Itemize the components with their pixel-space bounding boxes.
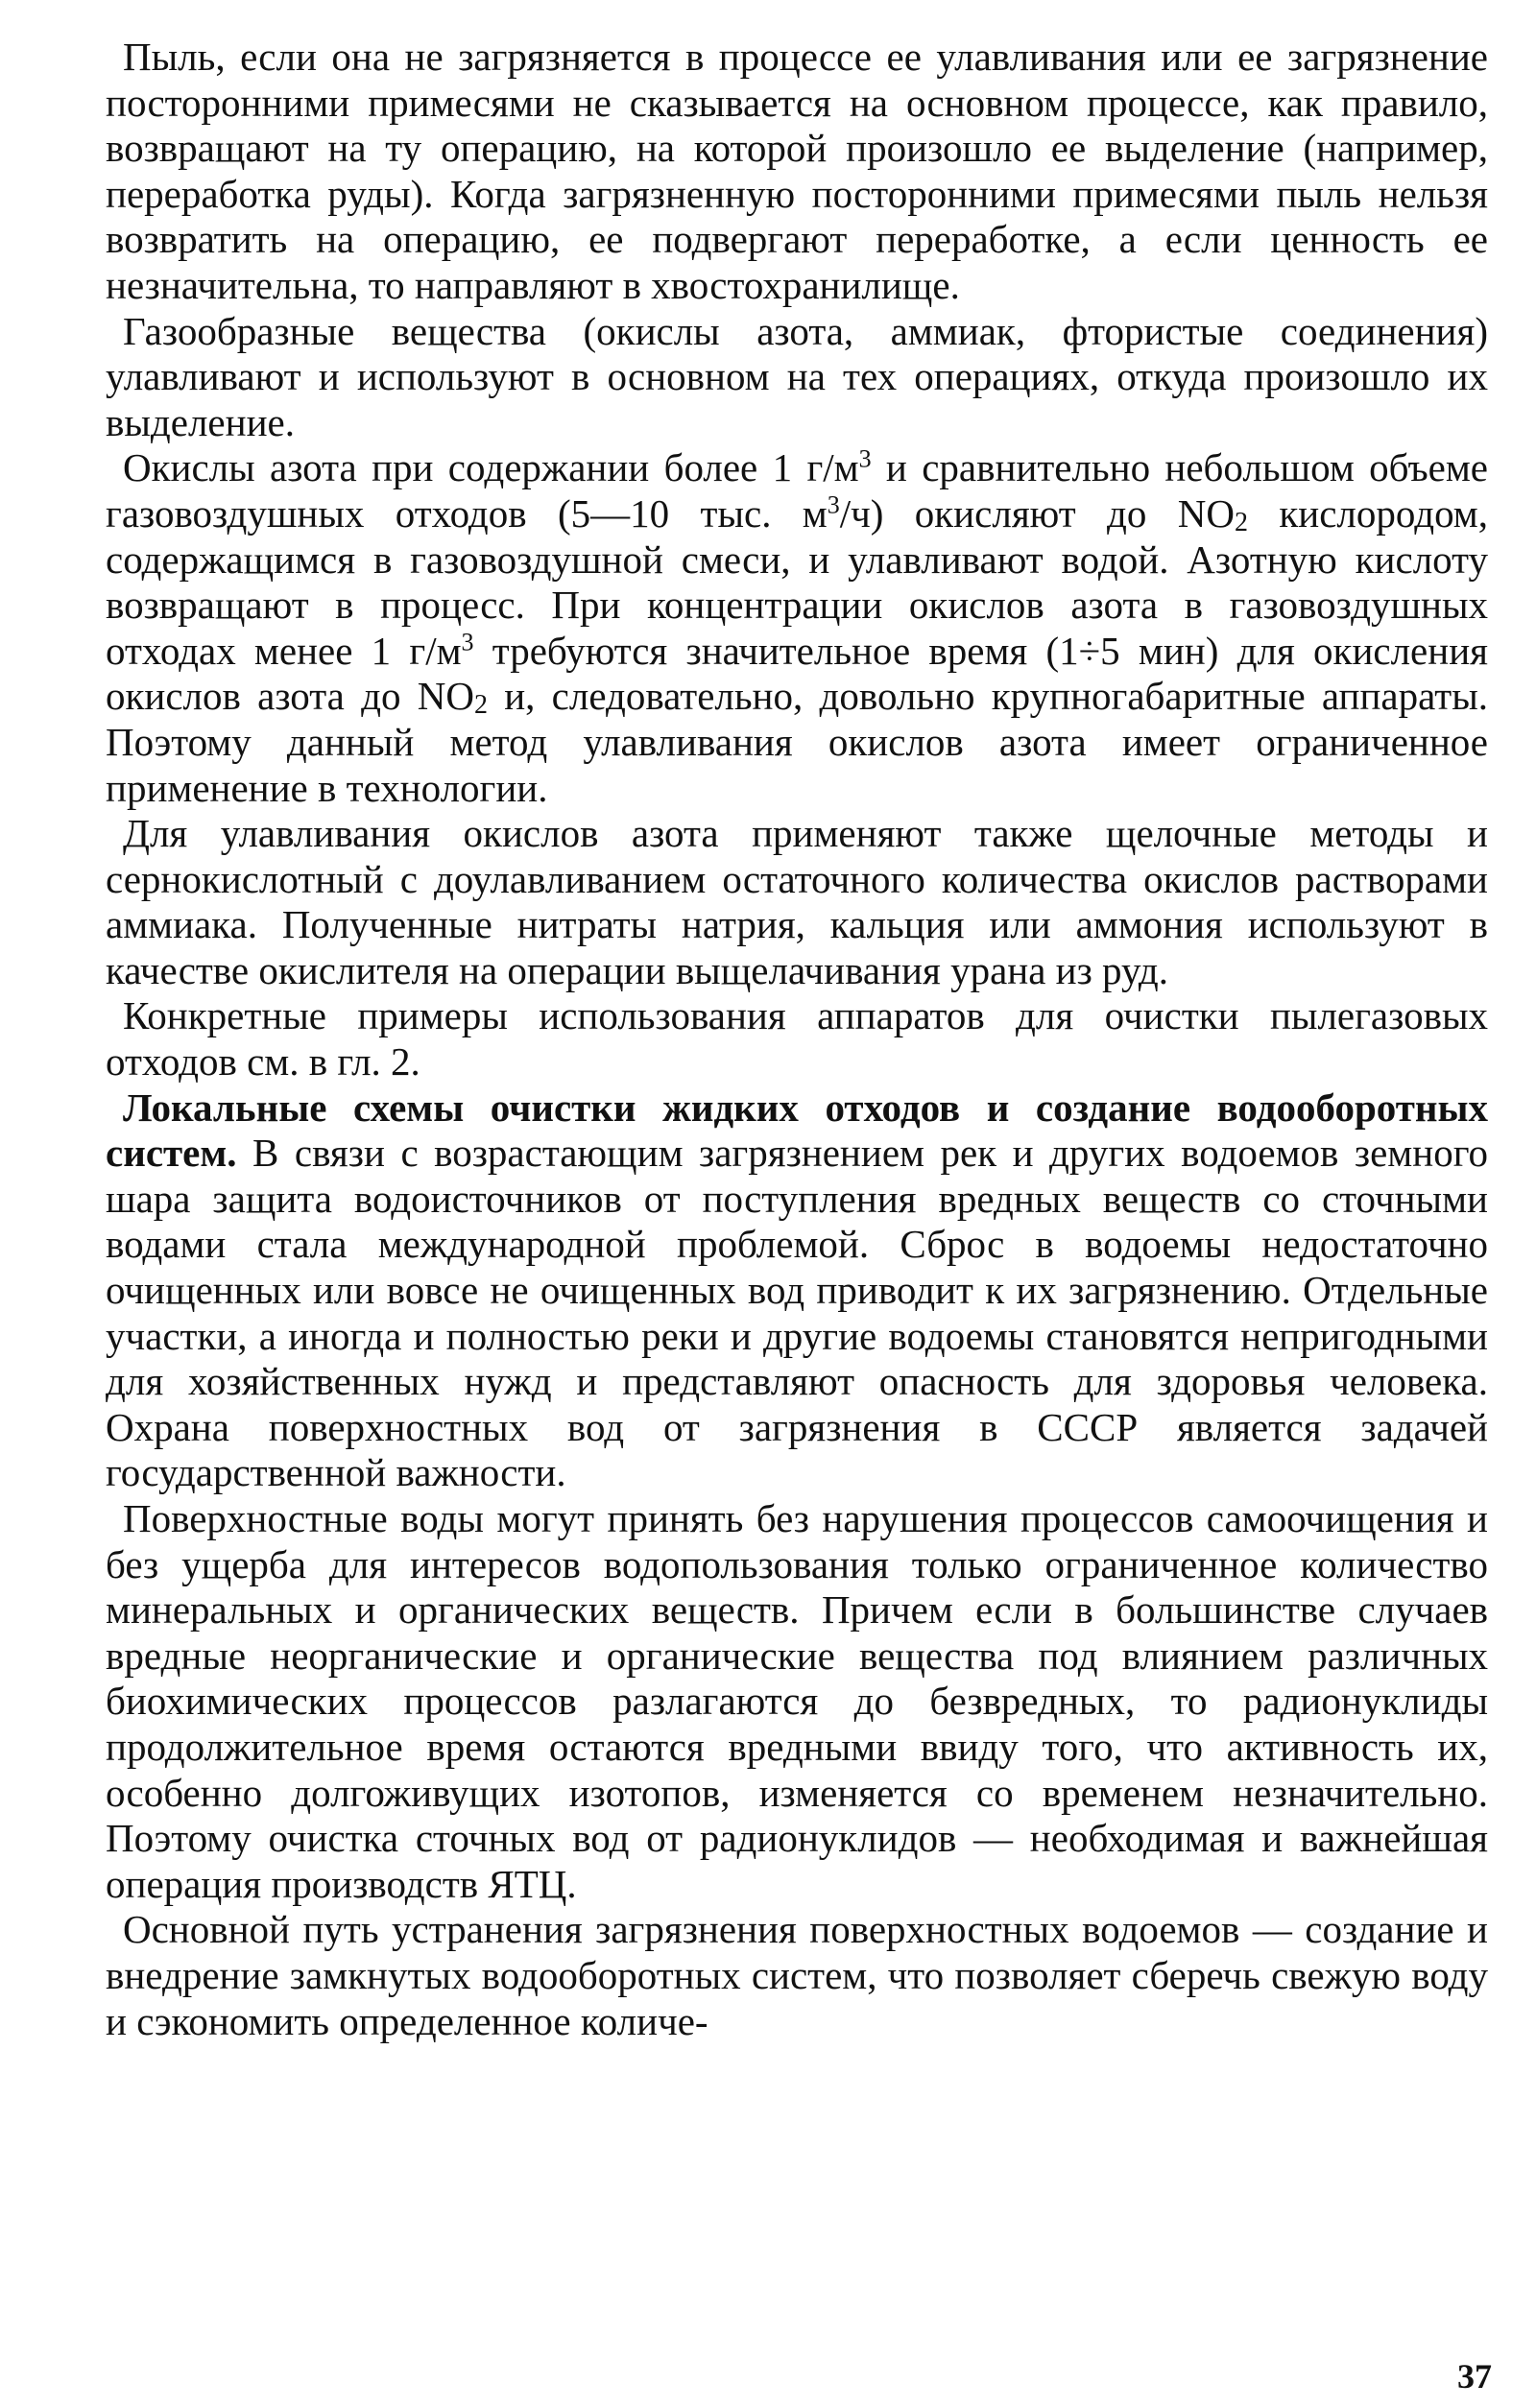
paragraph-text-part: /ч) окисляют до NO: [839, 490, 1235, 536]
paragraph-text: Поверхностные воды могут принять без нарушения процессов самоочищения и без ущерба для интересов водопользования только ограниченное количество минеральных и органических веществ. Причем если в большинстве случаев вредные неорганические и органические вещества под влиянием различных биохимических процессов разлагаются до безвредных, то радионуклиды продолжительное время остаются вредными ввиду того, что активность их, особенно долгоживущих изотопов, изменяется со временем незначительно. Поэтому очистка сточных вод от радионуклидов — необходимая и важнейшая операция производств ЯТЦ.: [106, 1496, 1488, 1906]
paragraph-text: Конкретные примеры использования аппаратов для очистки пылегазовых отходов см. в гл. 2.: [106, 993, 1488, 1085]
subscript: 2: [1235, 507, 1248, 537]
paragraph-main-path: [106, 1907, 1488, 2044]
paragraph-gaseous-substances: [106, 309, 1488, 446]
paragraph-nitrogen-oxides: [106, 445, 1488, 811]
paragraph-text: Газообразные вещества (окислы азота, аммиак, фтористые соединения) улавливают и используют в основном на тех операциях, откуда произошло их выделение.: [106, 308, 1488, 444]
paragraph-text-part: Окислы азота при содержании более 1 г/м: [123, 445, 859, 490]
paragraph-text: В связи с возрастающим загрязнением рек и других водоемов земного шара защита водоисточников от поступления вредных веществ со сточными водами стала международной проблемой. Сброс в водоемы недостаточно очищенных или вовсе не очищенных вод приводит к их загрязнению. Отдельные участки, а иногда и полностью реки и другие водоемы становятся непригодными для хозяйственных нужд и представляют опасность для здоровья человека. Охрана поверхностных вод от загрязнения в СССР является задачей государственной важности.: [106, 1131, 1488, 1495]
superscript: 3: [858, 444, 872, 473]
paragraph-text-part: и сравнительно небольшом объеме газовоздушных отходов (5—10 тыс. м: [106, 445, 1488, 536]
superscript: 3: [461, 628, 474, 656]
paragraph-text-part: и, следовательно, довольно крупногабаритные аппараты. Поэтому данный метод улавливания окислов азота имеет ограниченное применение в технологии.: [106, 674, 1488, 810]
paragraph-surface-waters: [106, 1496, 1488, 1907]
paragraph-local-schemes: [106, 1085, 1488, 1496]
paragraph-text-part: кислородом, содержащимся в газовоздушной смеси, и улавливают водой. Азотную кислоту возвращают в процесс. При концентрации окислов азота в газовоздушных отходах менее 1 г/м: [106, 490, 1488, 673]
paragraph-text-part: требуются значительное время (1÷5 мин) для окисления окислов азота до NO: [106, 628, 1488, 719]
paragraph-text: Пыль, если она не загрязняется в процессе ее улавливания или ее загрязнение посторонними примесями не сказывается на основном процессе, как правило, возвращают на ту операцию, на которой произошло ее выделение (например, переработка руды). Когда загрязненную посторонними примесями пыль нельзя возвратить на операцию, ее подвергают переработке, а если ценность ее незначительна, то направляют в хвостохранилище.: [106, 35, 1488, 307]
page-body: [106, 35, 1488, 2044]
paragraph-text: Основной путь устранения загрязнения поверхностных водоемов — создание и внедрение замкнутых водооборотных систем, что позволяет сберечь свежую воду и сэкономить определенное количе-: [106, 1907, 1488, 2043]
page-number: 37: [1457, 2357, 1492, 2396]
section-heading-inline: Локальные схемы очистки жидких отходов и создание водооборотных систем.: [106, 1085, 1488, 1176]
paragraph-dust-return: [106, 35, 1488, 309]
paragraph-examples-reference: [106, 993, 1488, 1085]
superscript: 3: [827, 490, 840, 519]
paragraph-alkaline-methods: [106, 811, 1488, 993]
paragraph-text: Для улавливания окислов азота применяют также щелочные методы и сернокислотный с доулавливанием остаточного количества окислов растворами аммиака. Полученные нитраты натрия, кальция или аммония используют в качестве окислителя на операции выщелачивания урана из руд.: [106, 811, 1488, 992]
subscript: 2: [473, 690, 488, 721]
